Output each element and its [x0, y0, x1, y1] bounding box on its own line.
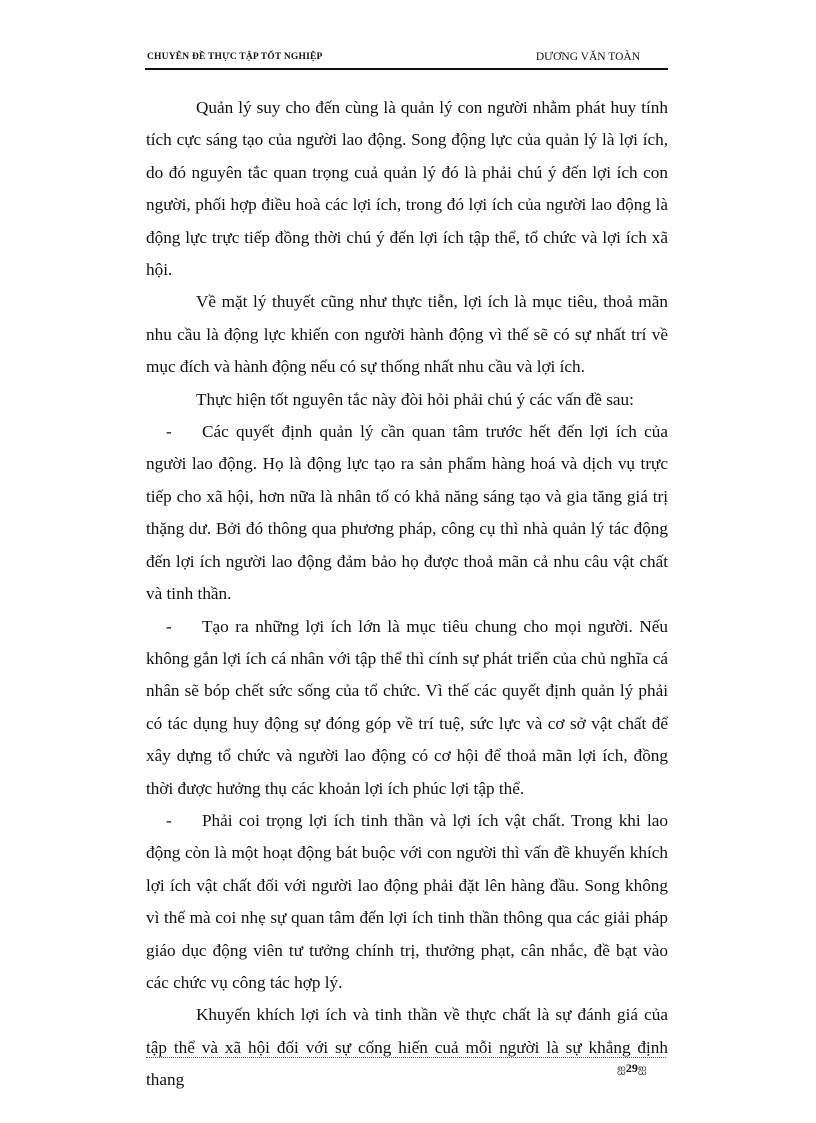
ornament-left-icon: ஐ	[617, 1063, 626, 1075]
bullet-item-3	[146, 805, 668, 999]
page-number-block	[617, 1061, 647, 1077]
header-title: CHUYÊN ĐỀ THỰC TẬP TỐT NGHIỆP	[147, 52, 323, 62]
bullet-dash: -	[166, 616, 172, 636]
bullet-item-1	[146, 416, 668, 610]
bullet-dash: -	[166, 422, 172, 442]
bullet-item-3-text: Phải coi trọng lợi ích tinh thần và lợi ích vật chất. Trong khi lao động còn là một hoạt động bát buộc với con người thì vấn đề khuyến khích lợi ích vật chất đối với người lao động phải đặt lên hàng đầu. Song không vì thế mà coi nhẹ sự quan tâm đến lợi ích tinh thần thông qua các giải pháp giáo dục động viên tư tưởng chính trị, thưởng phạt, cân nhắc, đề bạt vào các chức vụ công tác hợp lý.	[146, 810, 668, 992]
footer-divider	[146, 1057, 666, 1058]
bullet-item-2-text: Tạo ra những lợi ích lớn là mục tiêu chung cho mọi người. Nếu không gắn lợi ích cá nhân với tập thể thì cính sự phát triển của chủ nghĩa cá nhân sẽ bóp chết sức sống của tổ chức. Vì thế các quyết định quản lý phải có tác dụng huy động sự đóng góp về trí tuệ, sức lực và cơ sở vật chất để xây dựng tổ chức và người lao động có cơ hội để thoả mãn lợi ích, đồng thời được hưởng thụ các khoản lợi ích phúc lợi tập thể.	[146, 616, 668, 798]
ornament-right-icon: ஐ	[637, 1063, 647, 1075]
bullet-item-1-text: Các quyết định quản lý cần quan tâm trước hết đến lợi ích của người lao động. Họ là động lực tạo ra sản phẩm hàng hoá và dịch vụ trực tiếp cho xã hội, hơn nữa là nhân tố có khả năng sáng tạo và gia tăng giá trị thặng dư. Bởi đó thông qua phương pháp, công cụ thì nhà quản lý tác động đến lợi ích người lao động đảm bảo họ được thoả mãn cả nhu câu vật chất và tinh thần.	[146, 422, 668, 604]
bullet-dash: -	[166, 810, 172, 830]
page-number: 29	[625, 1061, 638, 1075]
header-author: DƯƠNG VĂN TOÀN	[535, 51, 640, 63]
paragraph-1: Quản lý suy cho đến cùng là quản lý con người nhằm phát huy tính tích cực sáng tạo của người lao động. Song động lực của quản lý là lợi ích, do đó nguyên tắc quan trọng cuả quản lý đó là phải chú ý đến lợi ích con người, phối hợp điều hoà các lợi ích, trong đó lợi ích của người lao động là động lực trực tiếp đồng thời chú ý đến lợi ích tập thể, tổ chức và lợi ích xã hội.	[146, 98, 668, 280]
paragraph-2: Về mặt lý thuyết cũng như thực tiễn, lợi ích là mục tiêu, thoả mãn nhu cầu là động lực khiến con người hành động vì thế sẽ có sự nhất trí về mục đích và hành động nếu có sự thống nhất nhu cầu và lợi ích.	[146, 292, 668, 377]
document-body	[146, 92, 668, 1097]
bullet-item-2	[146, 611, 668, 805]
paragraph-4: Khuyến khích lợi ích và tinh thần về thực chất là sự đánh giá của tập thể và xã hội đối với sự cống hiến cuả mỗi người là sự khẳng định thang	[146, 1005, 668, 1090]
page-header	[145, 50, 668, 70]
paragraph-3: Thực hiện tốt nguyên tắc này đòi hỏi phải chú ý các vấn đề sau:	[196, 389, 634, 409]
